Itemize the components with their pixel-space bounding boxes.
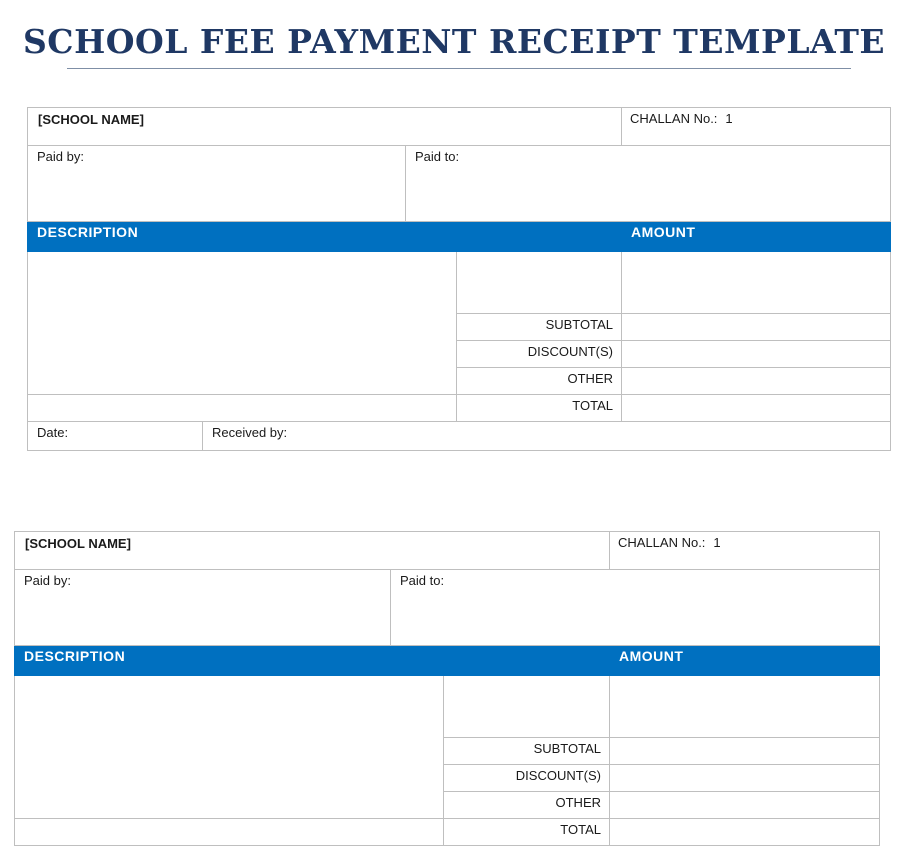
discount-amount-cell[interactable] bbox=[622, 341, 891, 368]
paid-to-cell[interactable] bbox=[406, 146, 891, 222]
paid-by-cell[interactable] bbox=[15, 570, 391, 646]
discount-label: DISCOUNT(S) bbox=[444, 765, 610, 792]
total-amount-cell[interactable] bbox=[610, 819, 880, 846]
description-header: DESCRIPTION bbox=[15, 646, 610, 676]
receipt-1 bbox=[27, 107, 890, 451]
challan-number: 1 bbox=[725, 111, 733, 126]
discount-amount-cell[interactable] bbox=[610, 765, 880, 792]
amount-header: AMOUNT bbox=[610, 646, 880, 676]
receipt-table bbox=[27, 107, 891, 451]
date-cell[interactable] bbox=[28, 422, 203, 451]
total-label: TOTAL bbox=[444, 819, 610, 846]
received-by-cell[interactable] bbox=[203, 422, 891, 451]
description-area[interactable] bbox=[15, 676, 444, 819]
blank-cell[interactable] bbox=[28, 395, 457, 422]
challan-number: 1 bbox=[713, 535, 721, 550]
paid-by-label: Paid by: bbox=[37, 149, 84, 164]
blank-cell[interactable] bbox=[15, 819, 444, 846]
other-amount-cell[interactable] bbox=[610, 792, 880, 819]
description-area[interactable] bbox=[28, 252, 457, 395]
school-name: [SCHOOL NAME] bbox=[25, 536, 131, 551]
title-divider bbox=[67, 68, 851, 69]
date-label: Date: bbox=[37, 425, 69, 440]
line-item-amount-cell[interactable] bbox=[622, 252, 891, 314]
description-header: DESCRIPTION bbox=[28, 222, 622, 252]
line-item-amount-cell[interactable] bbox=[610, 676, 880, 738]
school-name-cell[interactable] bbox=[28, 108, 622, 146]
challan-label: CHALLAN No.: bbox=[630, 111, 718, 126]
subtotal-amount-cell[interactable] bbox=[610, 738, 880, 765]
paid-by-cell[interactable] bbox=[28, 146, 406, 222]
paid-to-cell[interactable] bbox=[391, 570, 880, 646]
line-item-cell[interactable] bbox=[444, 676, 610, 738]
subtotal-label: SUBTOTAL bbox=[444, 738, 610, 765]
received-by-label: Received by: bbox=[212, 425, 288, 440]
paid-to-label: Paid to: bbox=[415, 149, 460, 164]
subtotal-label: SUBTOTAL bbox=[457, 314, 622, 341]
amount-header: AMOUNT bbox=[622, 222, 891, 252]
challan-cell[interactable] bbox=[610, 532, 880, 570]
school-name: [SCHOOL NAME] bbox=[38, 112, 144, 127]
receipt-table bbox=[14, 531, 880, 846]
paid-to-label: Paid to: bbox=[400, 573, 445, 588]
paid-by-label: Paid by: bbox=[24, 573, 71, 588]
receipt-2 bbox=[14, 531, 879, 846]
subtotal-amount-cell[interactable] bbox=[622, 314, 891, 341]
school-name-cell[interactable] bbox=[15, 532, 610, 570]
challan-label: CHALLAN No.: bbox=[618, 535, 706, 550]
total-label: TOTAL bbox=[457, 395, 622, 422]
other-label: OTHER bbox=[444, 792, 610, 819]
discount-label: DISCOUNT(S) bbox=[457, 341, 622, 368]
page-title: SCHOOL FEE PAYMENT RECEIPT TEMPLATE bbox=[22, 22, 886, 61]
other-label: OTHER bbox=[457, 368, 622, 395]
challan-cell[interactable] bbox=[622, 108, 891, 146]
line-item-cell[interactable] bbox=[457, 252, 622, 314]
other-amount-cell[interactable] bbox=[622, 368, 891, 395]
total-amount-cell[interactable] bbox=[622, 395, 891, 422]
